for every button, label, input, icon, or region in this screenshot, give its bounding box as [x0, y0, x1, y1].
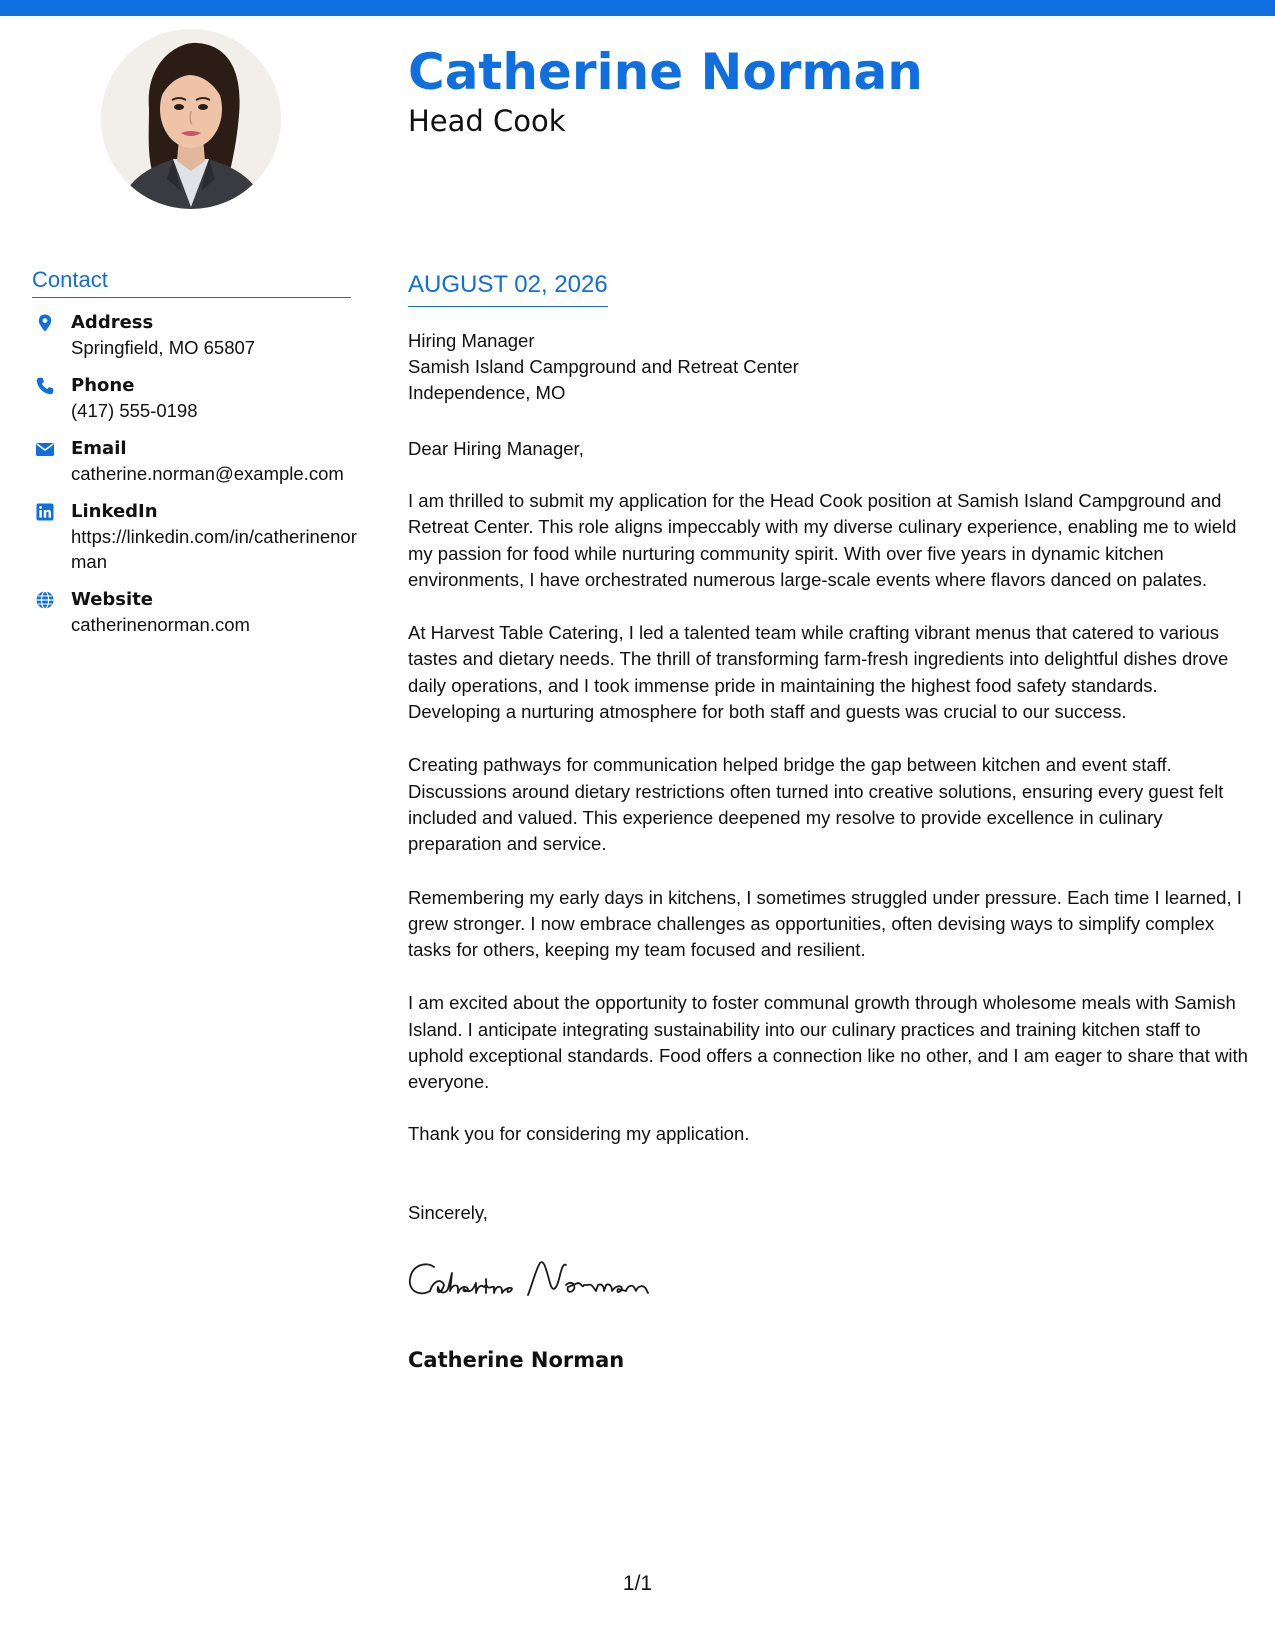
contact-label: Address — [71, 312, 154, 333]
linkedin-value[interactable]: https://linkedin.com/in/catherinenorman — [71, 526, 357, 572]
map-pin-icon — [35, 313, 55, 333]
recipient-line: Samish Island Campground and Retreat Center — [408, 356, 799, 377]
contact-label: Email — [71, 438, 127, 459]
recipient-line: Independence, MO — [408, 382, 566, 403]
recipient-line: Hiring Manager — [408, 330, 535, 351]
contact-item-linkedin — [32, 499, 362, 574]
contact-label: LinkedIn — [71, 501, 158, 522]
closing-line: Thank you for considering my application. — [408, 1123, 750, 1144]
linkedin-icon — [35, 502, 55, 522]
applicant-name: Catherine Norman — [408, 43, 923, 101]
globe-icon — [35, 590, 55, 610]
page-number: 1/1 — [622, 1572, 653, 1595]
contact-item-phone — [32, 373, 362, 423]
body-paragraph: I am excited about the opportunity to foster communal growth through wholesome meals with Samish Island. I anticipate integrating sustainability into our culinary practices and training kitchen staff to uphold exceptional standards. Food offers a connection like no other, and I am eager to share that with everyone. — [408, 992, 1248, 1093]
contact-label: Website — [71, 589, 154, 610]
phone-icon — [35, 376, 55, 396]
contact-list — [32, 310, 362, 650]
body-paragraph: Creating pathways for communication helped bridge the gap between kitchen and event staff. Discussions around dietary restrictions often turned into creative solutions, ensuring every guest felt included and valued. This experience deepened my resolve to provide excellence in culinary preparation and service. — [408, 754, 1224, 855]
contact-label: Phone — [71, 375, 135, 396]
contact-item-email — [32, 436, 362, 486]
salutation: Dear Hiring Manager, — [408, 438, 584, 459]
top-accent-bar — [0, 0, 1275, 16]
email-value[interactable]: catherine.norman@example.com — [71, 463, 344, 484]
body-paragraph: I am thrilled to submit my application for the Head Cook position at Samish Island Campground and Retreat Center. This role aligns impeccably with my diverse culinary experience, enabling me to wield my passion for food while nurturing community spirit. With over five years in dynamic kitchen environments, I have orchestrated numerous large-scale events where flavors danced on palates. — [408, 490, 1237, 590]
website-value[interactable]: catherinenorman.com — [71, 614, 250, 635]
signer-name: Catherine Norman — [408, 1348, 625, 1372]
letter-date: AUGUST 02, 2026 — [408, 270, 608, 307]
envelope-icon — [35, 439, 55, 459]
profile-photo — [101, 29, 281, 209]
address-value: Springfield, MO 65807 — [71, 337, 256, 358]
handwritten-signature — [406, 1255, 668, 1305]
body-paragraph: Remembering my early days in kitchens, I sometimes struggled under pressure. Each time I learned, I grew stronger. I now embrace challenges as opportunities, often devising ways to simplify complex tasks for others, keeping my team focused and resilient. — [408, 886, 1242, 961]
body-paragraph: At Harvest Table Catering, I led a talented team while crafting vibrant menus that catered to various tastes and dietary needs. The thrill of transforming farm-fresh ingredients into delightful dishes drove daily operations, and I took immense pride in maintaining the highest food safety standards. Developing a nurturing atmosphere for both staff and guests was crucial to our success. — [408, 622, 1229, 723]
job-title: Head Cook — [408, 104, 566, 138]
contact-item-website — [32, 587, 362, 637]
phone-value: (417) 555-0198 — [71, 400, 198, 421]
contact-heading: Contact — [32, 266, 351, 298]
recipient-block — [408, 328, 799, 406]
contact-item-address — [32, 310, 362, 360]
letter-body — [408, 488, 1253, 1123]
sign-off: Sincerely, — [408, 1202, 488, 1223]
